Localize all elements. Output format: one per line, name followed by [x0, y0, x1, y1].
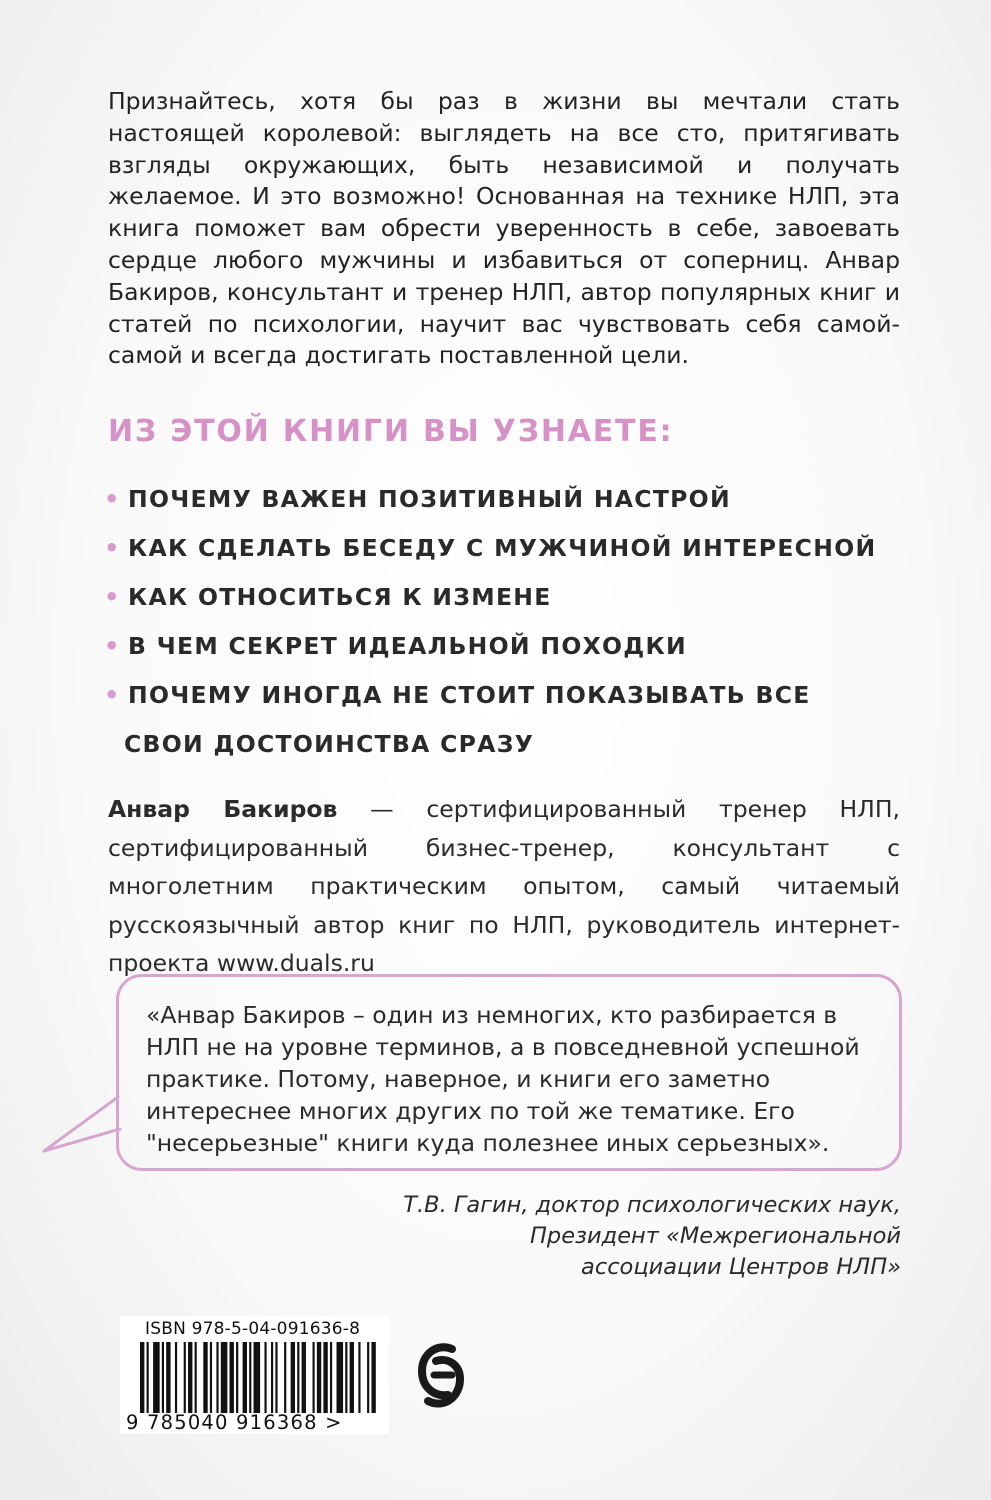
bullet-icon: • — [104, 631, 121, 660]
author-bio — [108, 790, 900, 983]
learn-item-text: КАК ОТНОСИТЬСЯ К ИЗМЕНЕ — [128, 582, 552, 611]
intro-paragraph: Признайтесь, хотя бы раз в жизни вы мечтали стать настоящей королевой: выглядеть на все сто, притягивать взгляды окружающих, быть независимой и получать желаемое. И это возможно! Основанная на технике НЛП, эта книга поможет вам обрести уверенность в себе, завоевать сердце любого мужчины и избавиться от соперниц. Анвар Бакиров, консультант и тренер НЛП, автор популярных книг и статей по психологии, научит вас чувствовать себя самой-самой и всегда достигать поставленной цели. — [108, 87, 900, 370]
learn-item-text: В ЧЕМ СЕКРЕТ ИДЕАЛЬНОЙ ПОХОДКИ — [128, 631, 688, 660]
isbn-label: ISBN 978-5-04-091636-8 — [145, 1319, 361, 1339]
bullet-icon: • — [104, 533, 121, 562]
learn-item — [104, 670, 924, 719]
attribution-line: ассоциации Центров НЛП» — [581, 1254, 901, 1280]
learn-item-text: СВОИ ДОСТОИНСТВА СРАЗУ — [124, 729, 535, 758]
barcode-icon — [140, 1342, 378, 1413]
bullet-icon: • — [104, 582, 121, 611]
learn-heading: ИЗ ЭТОЙ КНИГИ ВЫ УЗНАЕТЕ: — [108, 414, 674, 449]
learn-item-continuation — [104, 719, 924, 768]
learn-item — [104, 474, 924, 523]
author-bio-text: — сертифицированный тренер НЛП, сертифицированный бизнес-тренер, консультант с многолетним практическим опытом, самый читаемый русскоязычный автор книг по НЛП, руководитель интернет-проекта www.duals.ru — [108, 795, 900, 977]
barcode-digits: 9 785040 916368 > — [126, 1411, 343, 1434]
bullet-icon: • — [104, 680, 121, 709]
speech-bubble-tail-icon — [40, 1095, 122, 1155]
eksmo-logo-icon — [412, 1335, 468, 1415]
learn-item-text: ПОЧЕМУ ВАЖЕН ПОЗИТИВНЫЙ НАСТРОЙ — [128, 484, 731, 513]
attribution-line: Президент «Межрегиональной — [530, 1223, 901, 1249]
author-name: Анвар Бакиров — [108, 795, 338, 823]
quote-attribution — [403, 1190, 901, 1283]
learn-item — [104, 572, 924, 621]
learn-item-text: ПОЧЕМУ ИНОГДА НЕ СТОИТ ПОКАЗЫВАТЬ ВСЕ — [128, 680, 811, 709]
isbn-block — [120, 1316, 389, 1434]
learn-list — [104, 474, 924, 768]
bullet-icon: • — [104, 484, 121, 513]
quote-text: «Анвар Бакиров – один из немногих, кто разбирается в НЛП не на уровне терминов, а в повседневной успешной практике. Потому, наверное, и книги его заметно интереснее многих других по той же тематике. Его "несерьезные" книги куда полезнее иных серьезных». — [146, 1001, 860, 1157]
learn-item — [104, 523, 924, 572]
learn-item-text: КАК СДЕЛАТЬ БЕСЕДУ С МУЖЧИНОЙ ИНТЕРЕСНОЙ — [128, 533, 877, 562]
attribution-line: Т.В. Гагин, доктор психологических наук, — [403, 1192, 901, 1218]
learn-item — [104, 621, 924, 670]
